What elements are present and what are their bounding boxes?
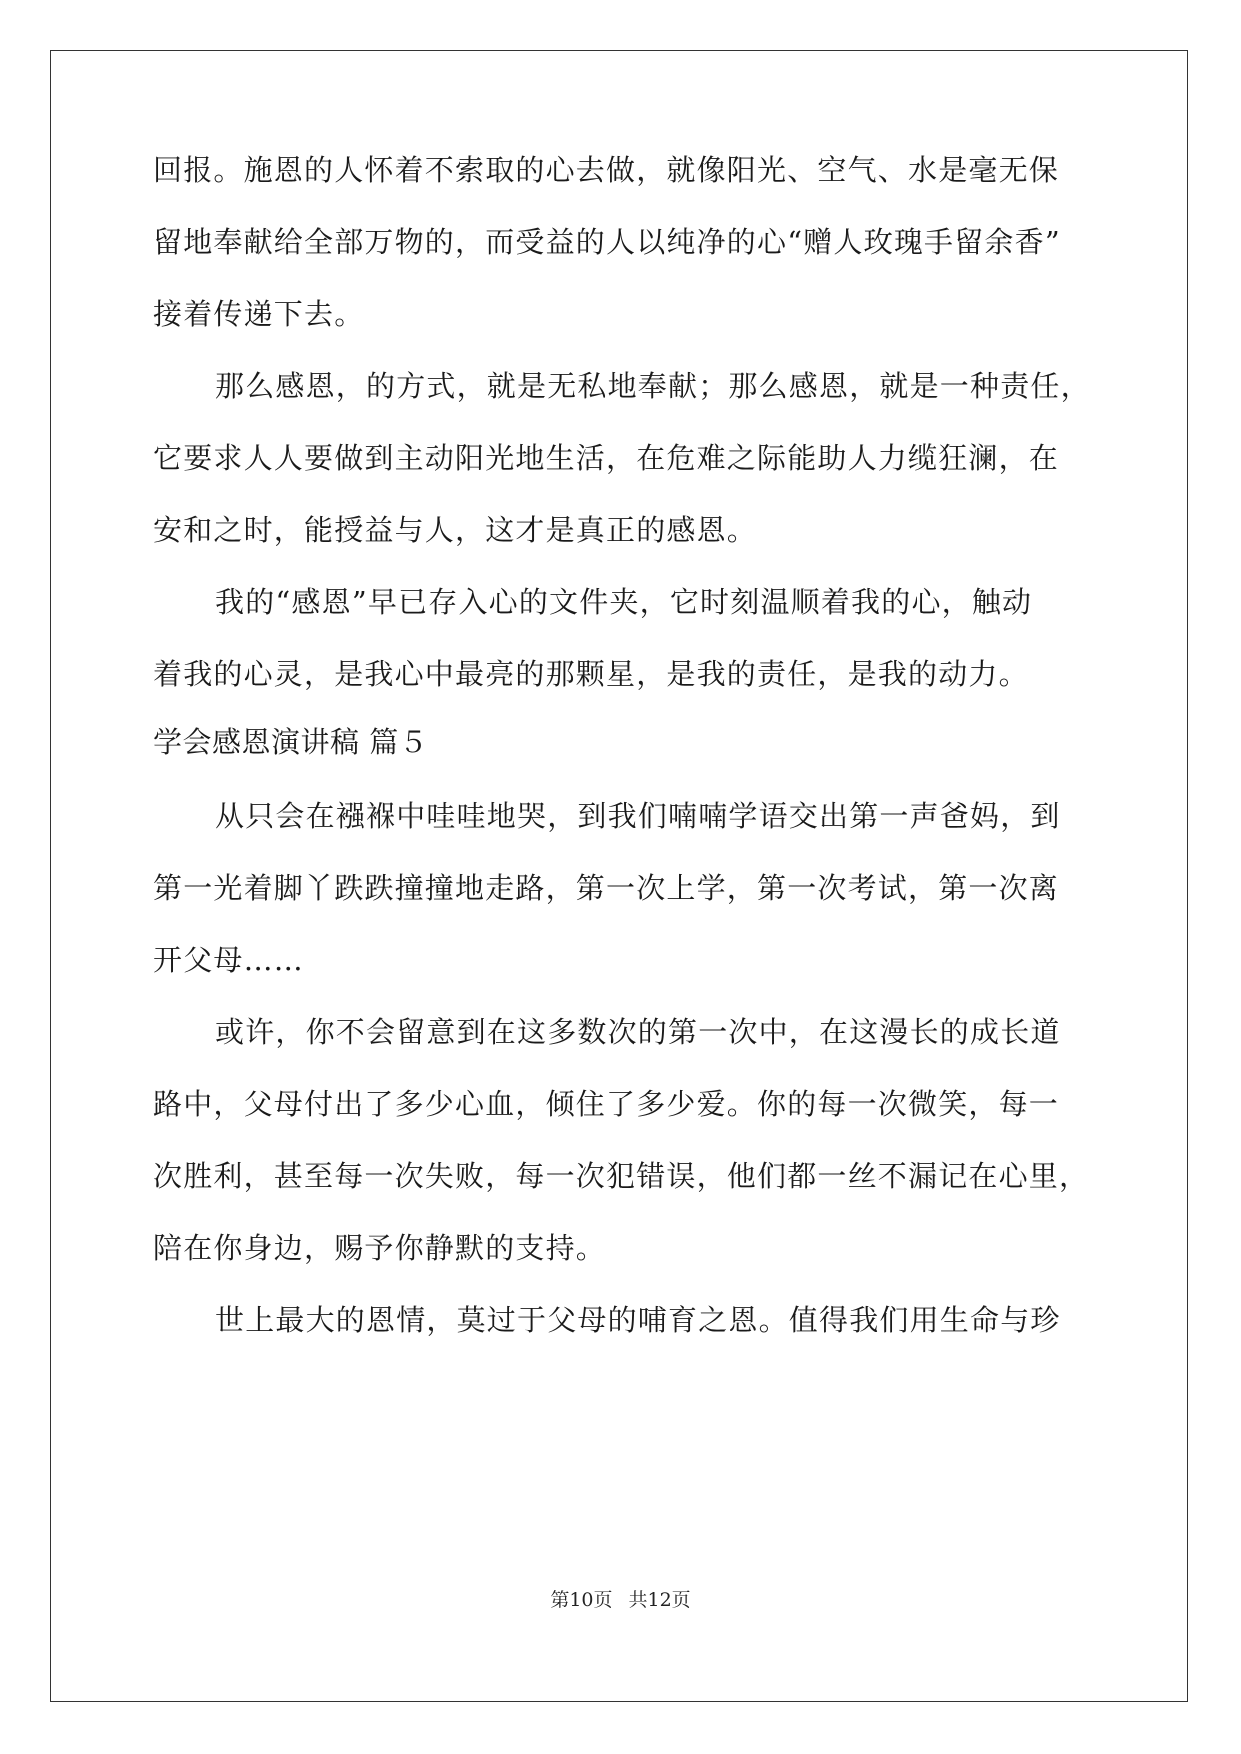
text-line: 从只会在襁褓中哇哇地哭，到我们喃喃学语交出第一声爸妈，到 xyxy=(215,799,1061,833)
text-line: 接着传递下去。 xyxy=(153,297,365,331)
text-line: 陪在你身边，赐予你静默的支持。 xyxy=(153,1231,607,1265)
text-line: 留地奉献给全部万物的，而受益的人以纯净的心“赠人玫瑰手留余香” xyxy=(153,225,1061,259)
text-line: 安和之时，能授益与人，这才是真正的感恩。 xyxy=(153,513,758,547)
page-number-total: 共12页 xyxy=(628,1589,691,1611)
text-line: 那么感恩，的方式，就是无私地奉献；那么感恩，就是一种责任， xyxy=(215,369,1091,403)
text-line: 回报。施恩的人怀着不索取的心去做，就像阳光、空气、水是毫无保 xyxy=(153,153,1060,187)
text-line: 或许，你不会留意到在这多数次的第一次中，在这漫长的成长道 xyxy=(215,1015,1061,1049)
text-line: 开父母…… xyxy=(153,943,305,977)
text-line: 着我的心灵，是我心中最亮的那颗星，是我的责任，是我的动力。 xyxy=(153,657,1029,691)
page-footer xyxy=(0,1588,1241,1612)
page-number-current: 第10页 xyxy=(550,1589,613,1611)
text-line: 次胜利，甚至每一次失败，每一次犯错误，他们都一丝不漏记在心里， xyxy=(153,1159,1090,1193)
text-line: 第一光着脚丫跌跌撞撞地走路，第一次上学，第一次考试，第一次离 xyxy=(153,871,1060,905)
text-line: 路中，父母付出了多少心血，倾住了多少爱。你的每一次微笑，每一 xyxy=(153,1087,1060,1121)
text-line: 世上最大的恩情，莫过于父母的哺育之恩。值得我们用生命与珍 xyxy=(215,1303,1061,1337)
text-line: 我的“感恩”早已存入心的文件夹，它时刻温顺着我的心，触动 xyxy=(215,585,1033,619)
section-heading: 学会感恩演讲稿 篇５ xyxy=(153,725,429,759)
text-line: 它要求人人要做到主动阳光地生活，在危难之际能助人力缆狂澜，在 xyxy=(153,441,1060,475)
